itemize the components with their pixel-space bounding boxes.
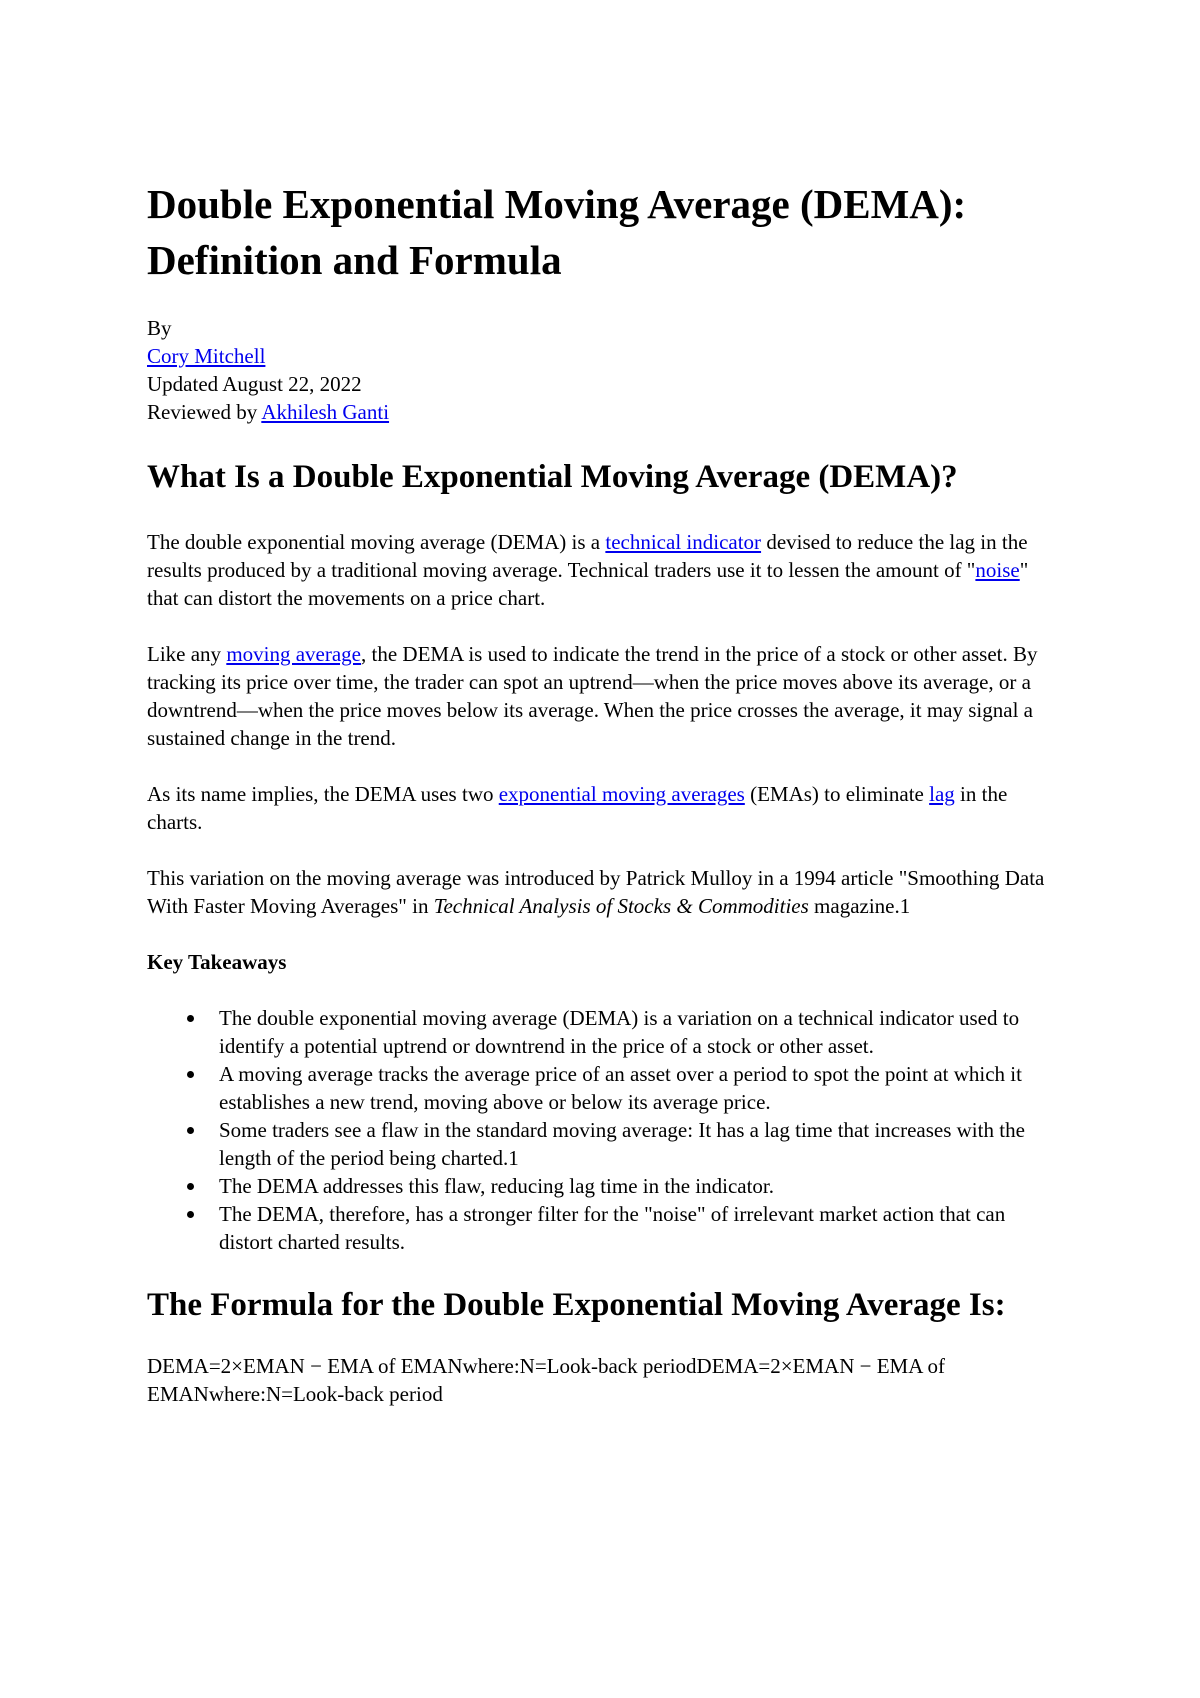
lag-link[interactable]: lag bbox=[929, 782, 955, 806]
paragraph-text: As its name implies, the DEMA uses two bbox=[147, 782, 499, 806]
paragraph-text: (EMAs) to eliminate bbox=[744, 782, 930, 806]
paragraph-text: Like any bbox=[147, 642, 227, 666]
page-title: Double Exponential Moving Average (DEMA): Definition and Formula bbox=[147, 181, 967, 283]
key-takeaways-list bbox=[147, 1004, 1052, 1256]
author-link[interactable]: Cory Mitchell bbox=[147, 344, 266, 368]
moving-average-link[interactable]: moving average bbox=[226, 642, 362, 666]
intro-paragraph-2 bbox=[147, 640, 1052, 752]
magazine-title: Technical Analysis of Stocks & Commodities bbox=[433, 894, 809, 918]
paragraph-text: The double exponential moving average (DEMA) is a bbox=[147, 530, 606, 554]
updated-date: Updated August 22, 2022 bbox=[147, 372, 362, 396]
list-item: Some traders see a flaw in the standard moving average: It has a lag time that increases with the length of the period being charted.1 bbox=[219, 1116, 1052, 1172]
reviewer-link[interactable]: Akhilesh Ganti bbox=[261, 400, 390, 424]
reviewed-by bbox=[147, 398, 1052, 426]
byline bbox=[147, 314, 1052, 426]
paragraph-text: in the charts. bbox=[147, 782, 1008, 834]
article-content bbox=[147, 176, 1052, 1408]
list-item: The double exponential moving average (DEMA) is a variation on a technical indicator used to identify a potential uptrend or downtrend in the price of a stock or other asset. bbox=[219, 1004, 1052, 1060]
exponential-moving-averages-link[interactable]: exponential moving averages bbox=[498, 782, 745, 806]
paragraph-text: , the DEMA is used to indicate the trend in the price of a stock or other asset. By tracking its price over time, the trader can spot an uptrend—when the price moves above its average, or a downtrend—when the price moves below its average. When the price crosses the average, it may signal a sustained change in the trend. bbox=[147, 642, 1038, 750]
list-item: A moving average tracks the average price of an asset over a period to spot the point at which it establishes a new trend, moving above or below its average price. bbox=[219, 1060, 1052, 1116]
section-heading-what-is-dema: What Is a Double Exponential Moving Average (DEMA)? bbox=[147, 459, 958, 495]
list-item: The DEMA, therefore, has a stronger filter for the "noise" of irrelevant market action that can distort charted results. bbox=[219, 1200, 1052, 1256]
list-item: The DEMA addresses this flaw, reducing lag time in the indicator. bbox=[219, 1172, 1052, 1200]
reviewed-by-label: Reviewed by bbox=[147, 400, 262, 424]
noise-link[interactable]: noise bbox=[975, 558, 1020, 582]
paragraph-text: " that can distort the movements on a price chart. bbox=[147, 558, 1029, 610]
paragraph-text: This variation on the moving average was introduced by Patrick Mulloy in a 1994 article "Smoothing Data With Faster Moving Averages" in bbox=[147, 866, 1045, 918]
section-heading-formula: The Formula for the Double Exponential Moving Average Is: bbox=[147, 1287, 1006, 1323]
intro-paragraph-3 bbox=[147, 780, 1052, 836]
byline-by-label: By bbox=[147, 316, 172, 340]
paragraph-text: devised to reduce the lag in the results produced by a traditional moving average. Technical traders use it to lessen the amount of " bbox=[147, 530, 1028, 582]
paragraph-text: magazine.1 bbox=[808, 894, 911, 918]
intro-paragraph-4 bbox=[147, 864, 1052, 920]
technical-indicator-link[interactable]: technical indicator bbox=[605, 530, 762, 554]
key-takeaways-heading: Key Takeaways bbox=[147, 950, 287, 974]
dema-formula: DEMA=2×EMAN − EMA of EMANwhere:N=Look-back periodDEMA=2×EMAN − EMA of EMANwhere:N=Look-back period bbox=[147, 1354, 945, 1406]
intro-paragraph-1 bbox=[147, 528, 1052, 612]
